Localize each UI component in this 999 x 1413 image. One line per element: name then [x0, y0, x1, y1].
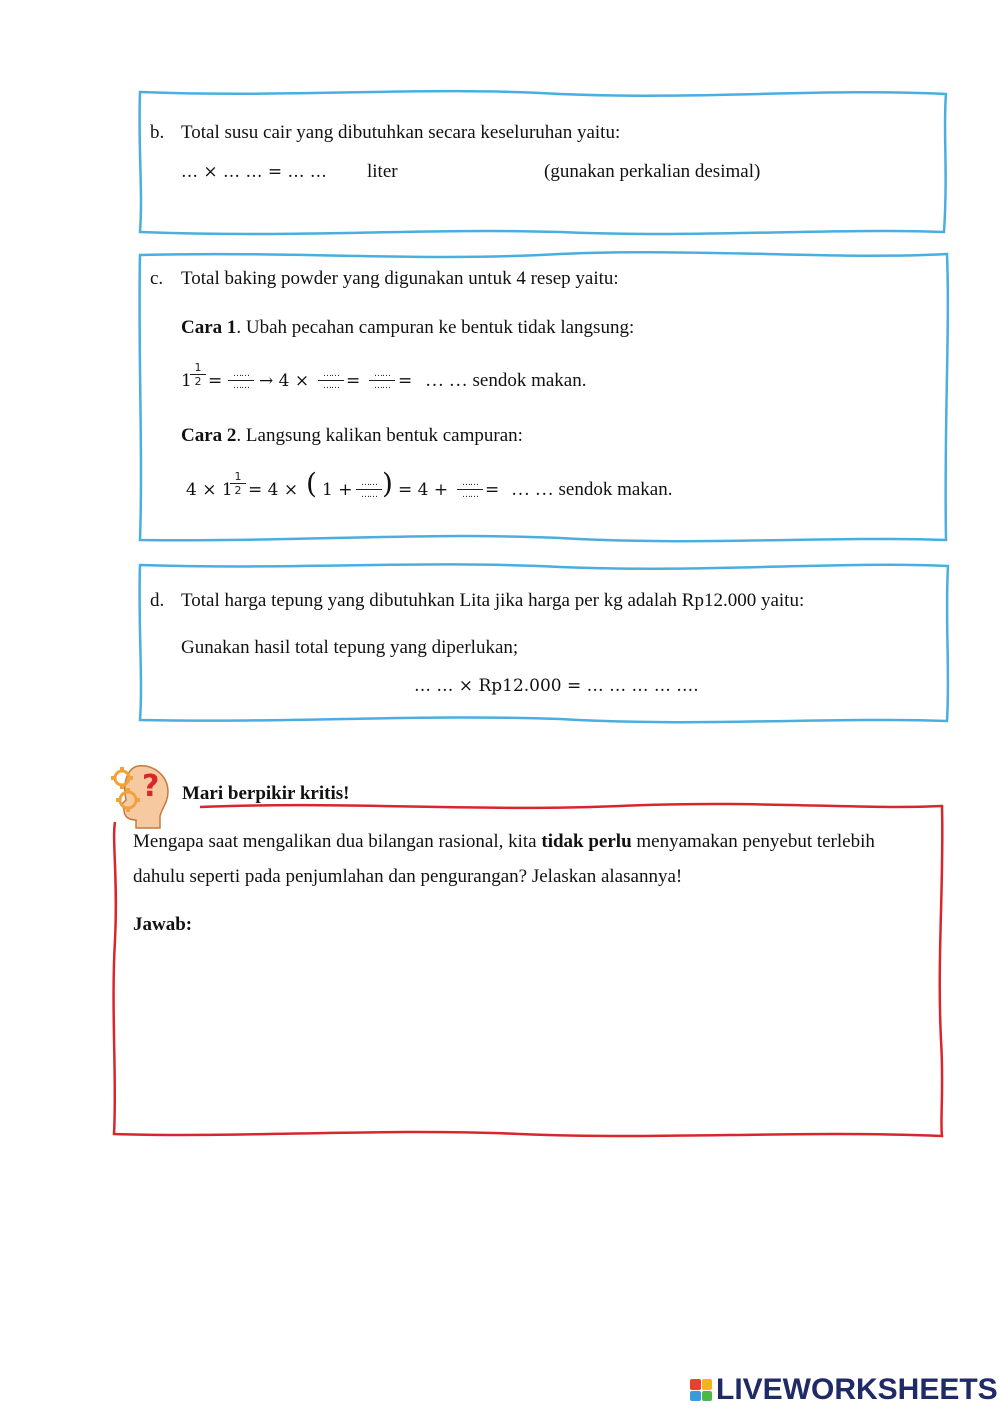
question-emphasis: tidak perlu: [541, 831, 632, 852]
cara-2-equals: =: [485, 480, 500, 500]
blank-fraction-3: [369, 370, 395, 391]
section-b-hint: (gunakan perkalian desimal): [544, 161, 761, 182]
logo-square-2: [702, 1379, 713, 1390]
critical-question-line-2: dahulu seperti pada penjumlahan dan pengurangan? Jelaskan alasannya!: [133, 866, 683, 887]
blank-num: ……: [361, 478, 377, 488]
blank-den: ……: [462, 490, 478, 500]
cara-2-result: … … sendok makan.: [511, 479, 673, 500]
cara-2-den: 2: [234, 484, 242, 497]
cara-2-instruction: . Langsung kalikan bentuk campuran:: [236, 425, 523, 446]
critical-title: Mari berpikir kritis!: [182, 783, 350, 804]
blank-den: ……: [233, 381, 249, 391]
blank-num: ……: [462, 478, 478, 488]
svg-text:?: ?: [142, 769, 160, 804]
answer-label: Jawab:: [133, 914, 193, 935]
section-b-unit: liter: [367, 161, 398, 182]
section-c-label: c.: [150, 268, 164, 289]
cara-1-title: Cara 1: [181, 317, 237, 338]
section-d-question: Total harga tepung yang dibutuhkan Lita jika harga per kg adalah Rp12.000 yaitu:: [181, 590, 805, 611]
cara-1-instruction: . Ubah pecahan campuran ke bentuk tidak langsung:: [236, 317, 635, 338]
paren-open: (: [306, 467, 317, 500]
cara-1-equals-3: =: [398, 371, 413, 391]
cara-2-num: 1: [234, 470, 242, 483]
section-d-label: d.: [150, 590, 165, 611]
cara-2-mixed-fraction: [230, 471, 246, 496]
blank-num: ……: [233, 369, 249, 379]
section-d-instruction: Gunakan hasil total tepung yang diperlukan;: [181, 637, 519, 658]
blank-num: ……: [323, 369, 339, 379]
cara-2-title: Cara 2: [181, 425, 237, 446]
logo-square-1: [690, 1379, 701, 1390]
cara-1-arrow-times: → 4 ×: [259, 371, 310, 391]
logo-square-3: [690, 1391, 701, 1402]
cara-1-whole: 1: [181, 371, 192, 391]
question-text: Mengapa saat mengalikan dua bilangan rasional, kita: [133, 831, 542, 852]
answer-area[interactable]: [130, 945, 930, 1125]
cara-2-four-plus: = 4 +: [398, 480, 449, 500]
paren-close: ): [382, 467, 393, 500]
logo-square-4: [702, 1391, 713, 1402]
logo-text: LIVEWORKSHEETS: [716, 1373, 998, 1406]
blank-fraction-5: [457, 479, 483, 500]
blank-den: ……: [374, 381, 390, 391]
blank-num: ……: [374, 369, 390, 379]
blank-fraction-2: [318, 370, 344, 391]
section-b-label: b.: [150, 122, 165, 143]
section-b-question: Total susu cair yang dibutuhkan secara keseluruhan yaitu:: [181, 122, 621, 143]
cara-1-equals-2: =: [346, 371, 361, 391]
question-text-cont: menyamakan penyebut terlebih: [631, 831, 875, 852]
cara-2-line: [181, 424, 523, 448]
cara-2-mid: = 4 ×: [248, 480, 299, 500]
critical-question-line-1: [133, 830, 875, 854]
cara-2-one-plus: 1 +: [322, 480, 353, 500]
blank-den: ……: [323, 381, 339, 391]
section-c-question: Total baking powder yang digunakan untuk 4 resep yaitu:: [181, 268, 619, 289]
blank-den: ……: [361, 490, 377, 500]
blank-fraction-4: [356, 479, 382, 500]
cara-1-line: [181, 316, 634, 340]
critical-thinking-icon: [108, 760, 178, 830]
liveworksheets-logo[interactable]: [690, 1374, 998, 1406]
cara-1-result: … … sendok makan.: [425, 370, 587, 391]
section-d-equation: … … × Rp12.000 = … … … … ….: [414, 676, 699, 696]
cara-1-num: 1: [194, 361, 202, 374]
cara-1-mixed-fraction: [190, 362, 206, 387]
cara-2-left: 4 × 1: [186, 480, 233, 500]
section-b-equation: … × … … = … …: [181, 162, 327, 182]
blank-fraction-1: [228, 370, 254, 391]
cara-1-equals-1: =: [208, 371, 223, 391]
logo-mark-icon: [690, 1379, 712, 1401]
cara-1-den: 2: [194, 375, 202, 388]
